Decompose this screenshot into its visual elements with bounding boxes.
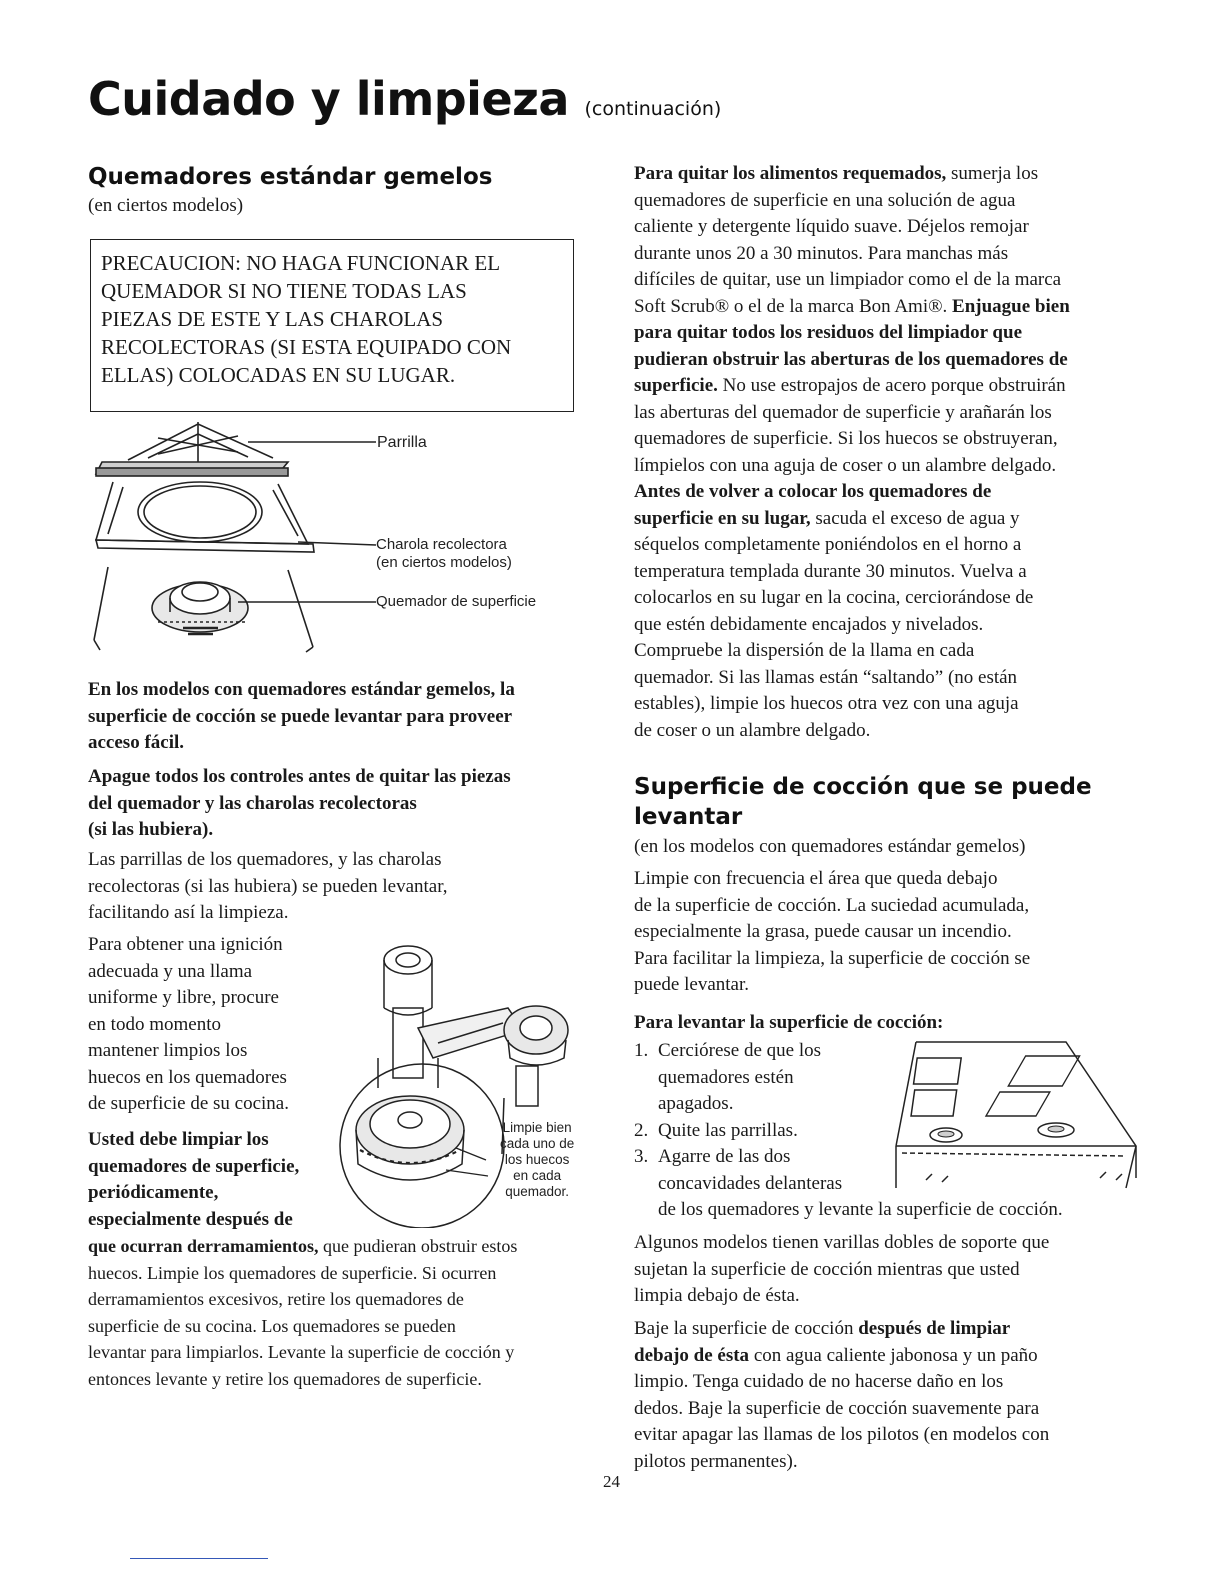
step-item: 1. Cerciórese de que los quemadores estén apagados. — [634, 1040, 822, 1114]
step-item: 3. Agarre de las dos concavidades delanteras de los quemadores y levante la superficie de cocción. — [634, 1146, 1063, 1220]
page-title: Cuidado y limpieza (continuación) — [88, 72, 722, 126]
label-grate: Parrilla — [377, 434, 427, 451]
burner-exploded-illustration — [88, 412, 388, 677]
page-number: 24 — [603, 1472, 620, 1491]
section-subheading-lift: (en los modelos con quemadores estándar gemelos) — [634, 836, 1026, 857]
caution-line: QUEMADOR SI NO TIENE TODAS LAS — [101, 279, 467, 303]
footer-rule — [130, 1558, 268, 1559]
caution-line: PRECAUCION: NO HAGA FUNCIONAR EL — [101, 251, 501, 275]
cooktop-lift-figure — [886, 1038, 1144, 1198]
paragraph-turn-off-controls: Apague todos los controles antes de quitar las piezas del quemador y las charolas recolectoras (si las hubiera). — [88, 766, 511, 840]
steps-heading: Para levantar la superficie de cocción: — [634, 1012, 944, 1033]
caution-box — [90, 239, 574, 412]
label-drip-pan: Charola recolectora — [376, 536, 507, 553]
label-surface-burner: Quemador de superficie — [376, 593, 537, 610]
paragraph-ignition: Para obtener una ignición adecuada y una llama uniforme y libre, procure en todo momento mantener limpios los huecos en los quemadores de superficie de su cocina. — [88, 934, 289, 1114]
caution-line: RECOLECTORAS (SI ESTA EQUIPADO CON — [101, 335, 512, 359]
title-note: (continuación) — [584, 98, 722, 120]
burner-exploded-figure — [88, 412, 388, 677]
paragraph-clean-under: Limpie con frecuencia el área que queda debajo de la superficie de cocción. La suciedad acumulada, especialmente la grasa, puede causar un incendio. Para facilitar la limpieza, la superficie de cocción se puede levantar. — [634, 868, 1031, 995]
paragraph-grates-lift: Las parrillas de los quemadores, y las charolas recolectoras (si las hubiera) se pueden levantar, facilitando así la limpieza. — [88, 849, 448, 923]
caution-line: PIEZAS DE ESTE Y LAS CHAROLAS — [101, 307, 444, 331]
callout-clean-holes: Limpie bien cada uno de los huecos en cada quemador. — [500, 1120, 575, 1199]
label-drip-pan-note: (en ciertos modelos) — [376, 554, 512, 571]
paragraph-lift-surface: En los modelos con quemadores estándar gemelos, la superficie de cocción se puede levantar para proveer acceso fácil. — [88, 679, 515, 753]
paragraph-clean-burners: Usted debe limpiar los quemadores de superficie, periódicamente, especialmente después de que ocurran derramamientos, que pudieran obstruir estos huecos. Limpie los quemadores de superficie. Si ocurren derramamientos excesivos, retire los quemadores de superficie de su cocina. Los quemadores se pueden levantar para limpiarlos. Levante la superficie de cocción y entonces levante y retire los quemadores de superficie. — [88, 1129, 518, 1389]
cooktop-lift-illustration — [886, 1038, 1144, 1198]
paragraph-support-rods: Algunos modelos tienen varillas dobles de soporte que sujetan la superficie de cocción mientras que usted limpia debajo de ésta. — [634, 1232, 1050, 1306]
section-subheading: (en ciertos modelos) — [88, 195, 244, 216]
section-heading-twin-burners: Quemadores estándar gemelos — [88, 164, 493, 190]
section-heading-lift-surface: Superficie de cocción que se puede levantar — [634, 774, 1092, 830]
caution-line: ELLAS) COLOCADAS EN SU LUGAR. — [101, 363, 456, 387]
step-item: 2. Quite las parrillas. — [634, 1119, 798, 1141]
paragraph-lower-surface: Baje la superficie de cocción después de limpiar debajo de ésta con agua caliente jabonosa y un paño limpio. Tenga cuidado de no hacerse daño en los dedos. Baje la superficie de cocción suavemente para evitar apagar las llamas de los pilotos (en modelos con pilotos permanentes). — [634, 1318, 1050, 1472]
paragraph-burnt-food: Para quitar los alimentos requemados, sumerja los quemadores de superficie en una solución de agua caliente y detergente líquido suave. Déjelos remojar durante unos 20 a 30 minutos. Para manchas más difíciles de quitar, use un limpiador como el de la marca Soft Scrub® o el de la marca Bon Ami®. Enjuague bien para quitar todos los residuos del limpiador que pudieran obstruir las aberturas de los quemadores de superficie. No use estropajos de acero porque obstruirán las aberturas del quemador de superficie y arañarán los quemadores de superficie. Si los huecos se obstruyeran, límpielos con una aguja de coser o un alambre delgado. Antes de volver a colocar los quemadores de superficie en su lugar, sacuda el exceso de agua y séquelos completamente poniéndolos en el horno a temperatura templada durante 30 minutos. Vuelva a colocarlos en su lugar en la cocina, cerciorándose de que estén debidamente encajados y nivelados. Compruebe la dispersión de la llama en cada quemador. Si las llamas están “saltando” (no están estables), limpie los huecos otra vez con una aguja de coser o un alambre delgado. — [634, 163, 1070, 741]
